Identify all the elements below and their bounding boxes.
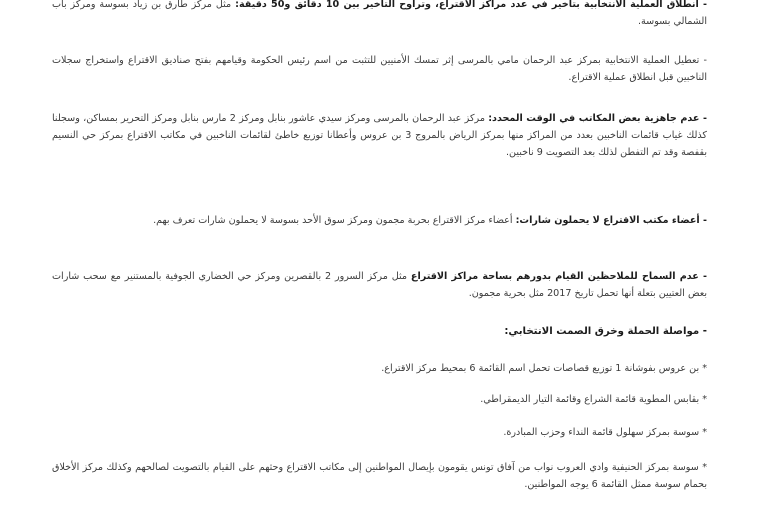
bullet-item: [52, 360, 707, 377]
section-heading-text: - مواصلة الحملة وخرق الصمت الانتخابي:: [504, 326, 707, 337]
paragraph-text: مركز عبد الرحمان بالمرسى ومركز سيدي عاشور بنابل ومركز 2 مارس بنابل ومركز التحرير بمساكن، وسجلنا كذلك غياب قائمات الناخبين بعدد من المراكز منها بمركز الرياض بالمروج 3 بن عروس وأعطانا توزيع خاطئ لقائمات الناخبين في مكاتب الاقتراع بمركز حي النسيم بقفصة وقد تم التفطن لذلك بعد التصويت 9 ناخبين.: [52, 113, 707, 158]
paragraph-unready-offices: [52, 110, 707, 161]
paragraph-lead: - انطلاق العملية الانتخابية بتأخير في عدد مراكز الاقتراع، وتراوح التأخير بين 10 دقائق و50 دقيقة:: [235, 0, 707, 10]
paragraph-observers-blocked: [52, 268, 707, 302]
bullet-text: * بن عروس بفوشانة 1 توزيع قصاصات تحمل اسم القائمة 6 بمحيط مركز الاقتراع.: [381, 363, 707, 374]
paragraph-lead: - عدم السماح للملاحظين القيام بدورهم بساحة مراكز الاقتراع: [410, 271, 707, 282]
paragraph-lead: - أعضاء مكتب الاقتراع لا يحملون شارات:: [515, 215, 707, 226]
paragraph-disruption: [52, 52, 707, 86]
bullet-text: * سوسة بمركز سهلول قائمة النداء وحزب المبادرة.: [503, 427, 707, 438]
paragraph-text: مثل مركز السرور 2 بالقصرين ومركز حي الخضاري الجوفية بالمستنير مع سحب شارات بعض العتيين بتعلة أنها تحمل تاريخ 2017 مثل بحرية مجمون.: [52, 271, 707, 299]
bullet-item: [52, 391, 707, 408]
bullet-item: [52, 459, 707, 509]
paragraph-text: مثل مركز طارق بن زياد بسوسة ومركز باب الشمالي بسوسة.: [52, 0, 707, 27]
bullet-text: * سوسة بمركز الحنيفية وادي العروب نواب من آفاق تونس يقومون بإيصال المواطنين إلى مكاتب الاقتراع وحثهم على القيام بالتصويت لصالحهم وكذلك مركز الأخلاق بحمام سوسة ممثل القائمة 6 يوجه المواطنين.: [52, 462, 707, 490]
paragraph-lead: - عدم جاهزية بعض المكاتب في الوقت المحدد:: [488, 113, 707, 124]
paragraph-delayed-start: [52, 0, 707, 30]
paragraph-no-badges: [52, 212, 707, 229]
bullet-item: [52, 424, 707, 441]
paragraph-text: أعضاء مركز الاقتراع بحربة مجمون ومركز سوق الأحد بسوسة لا يحملون شارات تعرف بهم.: [153, 215, 516, 226]
bullet-text: * بقابس المطوية قائمة الشراع وقائمة التيار الديمقراطي.: [480, 394, 707, 405]
paragraph-text: - تعطيل العملية الانتخابية بمركز عبد الرحمان مامي بالمرسى إثر تمسك الأمنيين للتثبت من اسم رئيس الحكومة وقيامهم بفتح صناديق الاقتراع واستخراج سجلات الناخبين قبل انطلاق عملية الاقتراع.: [52, 55, 707, 83]
section-heading: [52, 323, 707, 340]
